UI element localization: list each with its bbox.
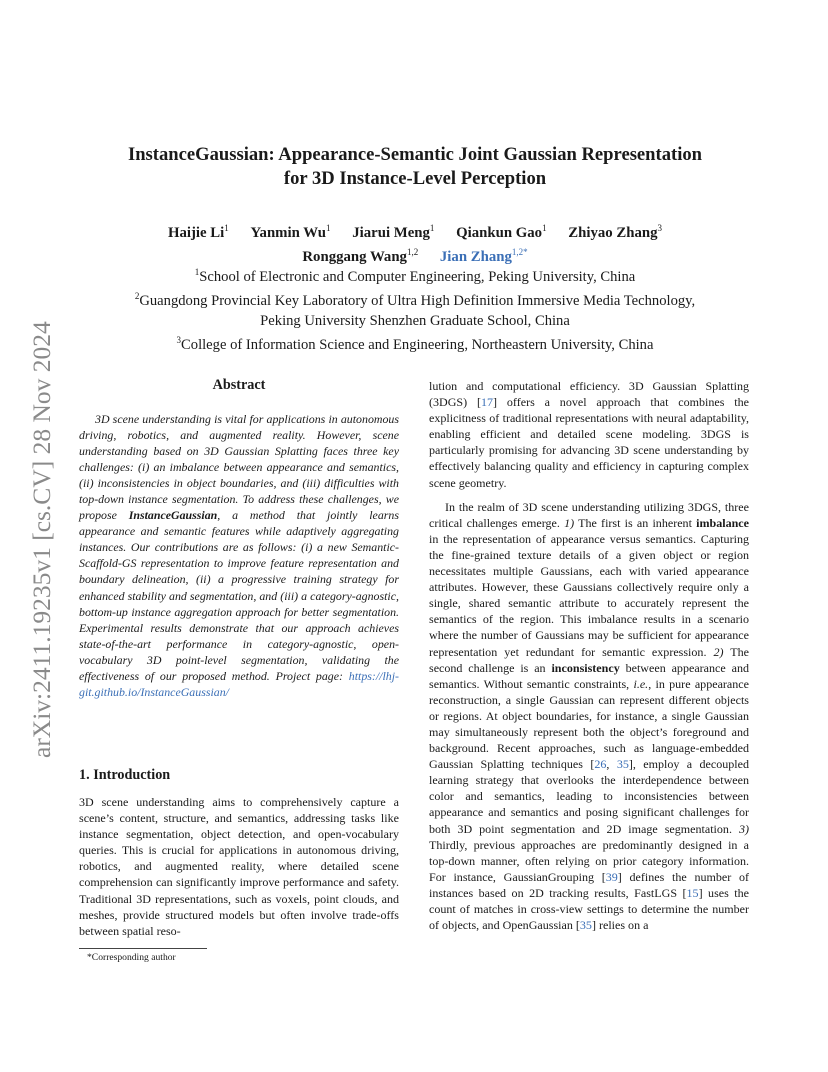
- right-column-text: [429, 378, 749, 933]
- affiliation: $^2$Guangdong Provincial Key Laboratory of Ultra High Definition Immersive Media Technology,: [134, 291, 696, 310]
- author: Ronggang Wang$^{1,2}$: [302, 246, 419, 265]
- citation-link[interactable]: 26: [594, 757, 607, 772]
- citation-link[interactable]: 35: [579, 918, 592, 933]
- affiliations: [95, 263, 735, 356]
- footnote-divider: [79, 948, 207, 949]
- paragraph-challenges: In the realm of 3D scene understanding utilizing 3DGS, three critical challenges emerge. 1) The first is an inherent imbalance in the representation of appearance versus semantics. Capturing the fine-grained texture details of a given object or region necessitates multiple Gaussians, each with varied appearance attributes. However, these Gaussians collectively require only a single, shared semantic attribute to accurately represent the semantics of the region. This imbalance results in a scenario where the number of Gaussians may be sufficient for appearance representation yet redundant for semantic expression. 2) The second challenge is an inconsistency between appearance and semantics. Without semantic constraints, i.e., in pure appearance reconstruction, a single Gaussian can represent different objects or regions. At object boundaries, for instance, a single Gaussian may simultaneously represent both the object’s foreground and background. Recent approaches, such as language-embedded Gaussian Splatting techniques [26, 35], employ a decoupled learning strategy that overlooks the interdependence between color and semantics, leading to inconsistencies between appearance and semantics and posing significant challenges for both 3D point segmentation and 2D image segmentation. 3) Thirdly, previous approaches are predominantly designed in a top-down manner, often relying on prior category information. For instance, GaussianGrouping [39] defines the number of instances based on 2D tracking results, FastLGS [15] uses the count of matches in cross-view settings to determine the number of objects, and OpenGaussian [35] relies on a: [429, 499, 750, 933]
- affiliation-continued: Peking University Shenzhen Graduate School, China: [260, 312, 570, 329]
- paragraph-continued: lution and computational efficiency. 3D Gaussian Splatting (3DGS) [17] offers a novel approach that combines the explicitness of traditional representations with neural adaptability, enabling efficient and detailed scene modeling. 3DGS is particularly promising for advancing 3D scene understanding by effectively balancing quality and efficiency in capturing complex scene geometry.: [429, 379, 749, 490]
- citation-link[interactable]: 17: [481, 395, 494, 410]
- author: Yanmin Wu$^1$: [250, 223, 331, 241]
- author: Jiarui Meng$^1$: [352, 223, 435, 241]
- abstract-heading: Abstract: [212, 377, 266, 393]
- title-line-1: InstanceGaussian: Appearance-Semantic Joint Gaussian Representation: [127, 144, 703, 165]
- author: Zhiyao Zhang$^3$: [568, 223, 663, 241]
- author: Haijie Li$^1$: [167, 223, 229, 241]
- introduction-paragraph: 3D scene understanding aims to comprehensively capture a scene’s content, structure, and semantics, addressing tasks like instance segmentation, object detection, and open-vocabulary queries. This is crucial for applications in autonomous driving, robotics, and augmented reality, where detailed scene comprehension can significantly improve performance and safety. Traditional 3D representations, such as voxels, point clouds, and meshes, provide structured models but often involve trade-offs between spatial reso-: [79, 795, 399, 938]
- corresponding-author-link[interactable]: Jian Zhang$^{1,2*}$: [439, 246, 528, 265]
- affiliation: $^1$School of Electronic and Computer Engineering, Peking University, China: [194, 267, 636, 285]
- footnote: *Corresponding author: [87, 952, 176, 963]
- abstract-body: 3D scene understanding is vital for applications in autonomous driving, robotics, and augmented reality. However, scene understanding based on 3D Gaussian Splatting faces three key challenges: (i) an imbalance between appearance and semantics, (ii) inconsistencies in object boundaries, and (iii) difficulties with top-down instance segmentation. To address these challenges, we propose InstanceGaussian, a method that jointly learns appearance and semantic features while adaptively aggregating instances. Our contributions are as follows: (i) a new Semantic-Scaffold-GS representation to improve feature representation and boundary delineation, (ii) a progressive training strategy for enhanced stability and segmentation, and (iii) a category-agnostic, bottom-up instance aggregation approach for better segmentation. Experimental results demonstrate that our approach achieves state-of-the-art performance in category-agnostic, open-vocabulary 3D point-level segmentation, validating the effectiveness of our proposed method. Project page: https://lhj-git.github.io/InstanceGaussian/: [79, 412, 399, 699]
- author: Qiankun Gao$^1$: [456, 223, 547, 241]
- citation-link[interactable]: 15: [686, 885, 699, 900]
- section-heading-introduction: 1. Introduction: [79, 767, 171, 783]
- project-page-link[interactable]: https://lhj-git.github.io/InstanceGaussian/: [79, 668, 399, 699]
- arxiv-stamp-text: arXiv:2411.19235v1 [cs.CV] 28 Nov 2024: [27, 321, 56, 758]
- author-list: [95, 219, 735, 267]
- affiliation: $^3$College of Information Science and Engineering, Northeastern University, China: [176, 335, 654, 354]
- arxiv-identifier-stamp: [20, 278, 60, 758]
- title-line-2: for 3D Instance-Level Perception: [283, 168, 547, 189]
- paper-title: [95, 143, 735, 191]
- author-line-1: [95, 219, 735, 243]
- citation-link[interactable]: 39: [605, 869, 618, 884]
- citation-link[interactable]: 35: [616, 757, 629, 772]
- method-name: InstanceGaussian: [128, 508, 218, 523]
